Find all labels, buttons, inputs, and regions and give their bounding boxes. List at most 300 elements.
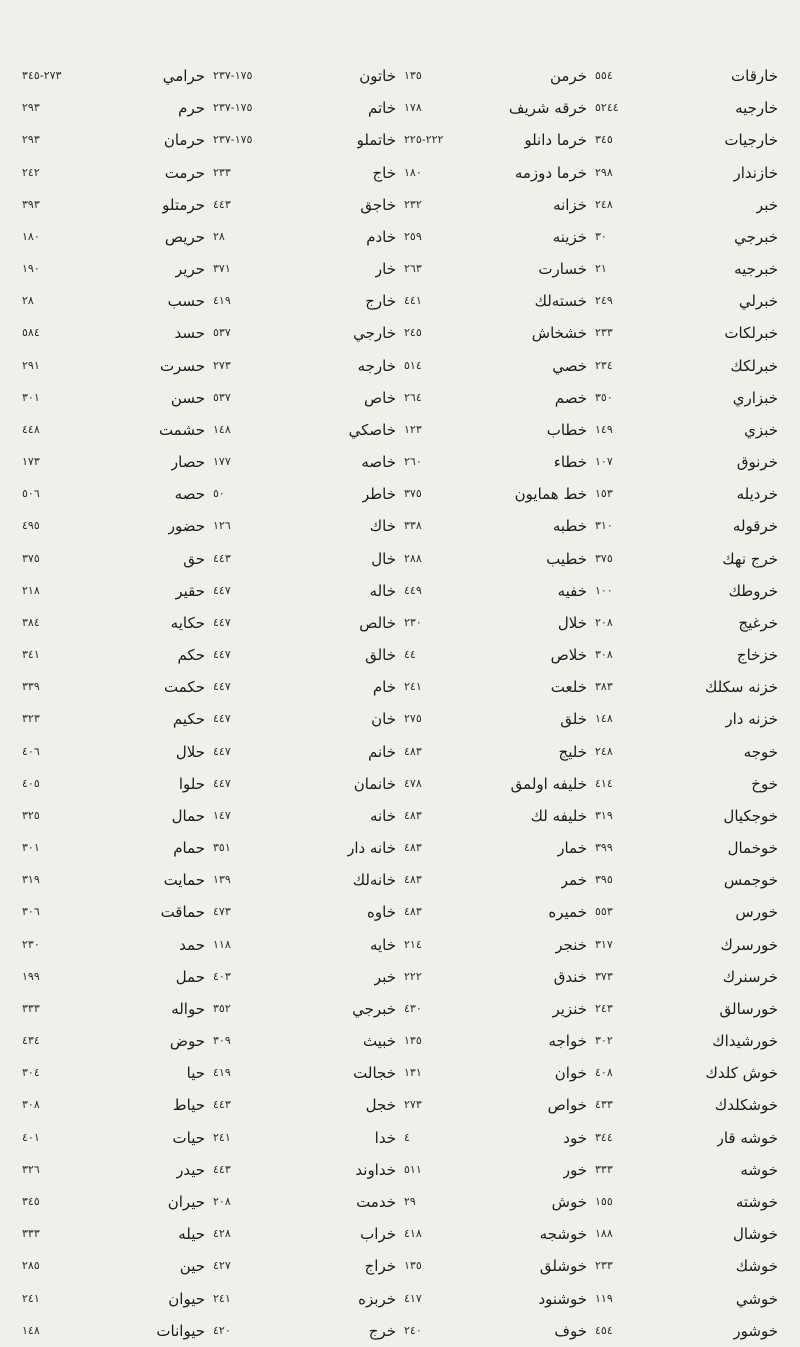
entry-page-number: ٤٧٣ <box>213 905 231 919</box>
index-entry <box>213 1283 396 1315</box>
index-entry <box>22 800 205 832</box>
index-entry <box>595 221 778 253</box>
entry-word: حمام <box>173 839 205 858</box>
index-entry <box>404 1250 587 1282</box>
index-entry <box>404 768 587 800</box>
entry-word: خسارت <box>538 260 587 279</box>
entry-word: خمر <box>560 871 587 890</box>
entry-page-number: ١١٩ <box>595 1291 613 1305</box>
entry-page-number: ٢٦٤ <box>404 390 422 404</box>
entry-page-number: ٤٠٦ <box>22 744 40 758</box>
index-entry <box>595 768 778 800</box>
index-entry <box>22 253 205 285</box>
entry-word: حكيم <box>172 710 205 729</box>
index-entry <box>595 60 778 92</box>
entry-word: حرمت <box>164 163 205 182</box>
index-column-1 <box>595 60 778 1347</box>
entry-page-number: ٢٩٣ <box>22 101 40 115</box>
entry-page-number: ٣٣٣ <box>22 1001 40 1015</box>
entry-word: حريص <box>164 227 205 246</box>
index-entry <box>595 189 778 221</box>
entry-page-number: ٢٢٢ <box>404 969 422 983</box>
index-entry <box>404 1218 587 1250</box>
entry-word: خورسالق <box>719 999 778 1018</box>
entry-page-number: ٢٨ <box>22 294 34 308</box>
index-entry <box>213 414 396 446</box>
index-entry <box>404 961 587 993</box>
entry-page-number: ٤٠٥ <box>22 776 40 790</box>
entry-word: خشخاش <box>531 324 587 343</box>
entry-word: خليفه لك <box>530 806 587 825</box>
index-entry <box>404 478 587 510</box>
entry-word: خبر <box>755 195 778 214</box>
entry-word: خانه‌لك <box>352 871 396 890</box>
entry-page-number: ١٧٥-٢٣٧ <box>213 101 253 115</box>
index-entry <box>213 1154 396 1186</box>
entry-page-number: ٣٢٣ <box>22 712 40 726</box>
entry-page-number: ٤٤٣ <box>213 1162 231 1176</box>
entry-word: حصه <box>174 485 205 504</box>
entry-page-number: ٤٤٣ <box>213 197 231 211</box>
index-entry <box>213 124 396 156</box>
entry-word: حرمان <box>163 131 205 150</box>
entry-word: حوض <box>169 1032 205 1051</box>
entry-page-number: ٣٠٨ <box>595 648 613 662</box>
entry-page-number: ١٨٠ <box>404 165 422 179</box>
entry-page-number: ١٤٨ <box>22 1323 40 1337</box>
index-entry <box>595 382 778 414</box>
entry-word: خارجه <box>357 356 396 375</box>
index-entry <box>213 736 396 768</box>
entry-page-number: ١٧٧ <box>213 455 231 469</box>
entry-page-number: ٣٠٤ <box>22 1066 40 1080</box>
entry-word: خارجيات <box>724 131 778 150</box>
entry-page-number: ٣٠٢ <box>595 1034 613 1048</box>
entry-word: خرسنرك <box>722 967 778 986</box>
index-entry <box>213 864 396 896</box>
entry-page-number: ٣٩٣ <box>22 197 40 211</box>
entry-page-number: ٤٠٣ <box>213 969 231 983</box>
entry-word: خدا <box>374 1128 396 1147</box>
index-entry <box>22 157 205 189</box>
entry-page-number: ٣١٩ <box>595 808 613 822</box>
entry-page-number: ٣٧٣ <box>595 969 613 983</box>
entry-word: خبرجيه <box>734 260 778 279</box>
entry-page-number: ١٣١ <box>404 1066 422 1080</box>
entry-word: خاصه <box>361 453 396 472</box>
entry-page-number: ٢٣٤ <box>595 358 613 372</box>
entry-word: حيدر <box>176 1160 205 1179</box>
index-entry <box>213 1025 396 1057</box>
index-entry <box>213 993 396 1025</box>
entry-page-number: ٣٥١ <box>213 841 231 855</box>
index-entry <box>22 124 205 156</box>
entry-word: حيله <box>178 1225 205 1244</box>
index-entry <box>595 253 778 285</box>
entry-word: خرمن <box>549 66 587 85</box>
entry-word: خطاب <box>546 420 587 439</box>
entry-word: خدمت <box>356 1193 396 1211</box>
index-entry <box>22 961 205 993</box>
entry-page-number: ٤٤٧ <box>213 648 231 662</box>
entry-word: خبزي <box>744 420 778 439</box>
index-entry <box>22 607 205 639</box>
entry-word: خار <box>374 260 396 279</box>
entry-word: خبرلي <box>738 292 778 311</box>
index-entry <box>22 1218 205 1250</box>
index-entry <box>404 832 587 864</box>
entry-word: خوشك <box>735 1257 778 1276</box>
index-entry <box>595 929 778 961</box>
entry-page-number: ٢٠٨ <box>595 615 613 629</box>
entry-page-number: ٢٩ <box>404 1195 416 1208</box>
entry-word: خارجيه <box>735 99 778 118</box>
entry-word: خود <box>563 1128 587 1147</box>
entry-word: خصي <box>552 356 587 375</box>
index-entry <box>595 896 778 928</box>
entry-page-number: ١٧٥-٢٣٧ <box>213 68 253 82</box>
entry-word: خرقه شريف <box>508 99 587 118</box>
entry-word: خاصكي <box>348 420 396 439</box>
index-entry <box>404 446 587 478</box>
entry-page-number: ٣٧٥ <box>404 487 422 501</box>
entry-page-number: ٤٥٤ <box>595 1323 613 1337</box>
index-entry <box>213 1186 396 1218</box>
index-entry <box>213 350 396 382</box>
entry-word: حمد <box>179 935 205 954</box>
entry-page-number: ٤٩٥ <box>22 519 40 533</box>
entry-word: خصم <box>554 388 587 407</box>
entry-word: خجل <box>365 1096 396 1115</box>
entry-page-number: ٤٣٣ <box>595 1098 613 1112</box>
entry-page-number: ٣٢٥ <box>22 808 40 822</box>
entry-page-number: ٤٢٨ <box>213 1227 231 1241</box>
index-entry <box>213 382 396 414</box>
entry-page-number: ٣٠٦ <box>22 905 40 919</box>
entry-word: خام <box>372 678 396 697</box>
entry-page-number: ٣١٩ <box>22 873 40 887</box>
entry-page-number: ١٩٠ <box>22 262 40 276</box>
index-entry <box>595 543 778 575</box>
entry-page-number: ٤١٨ <box>404 1227 422 1241</box>
index-entry <box>595 607 778 639</box>
entry-word: حضور <box>167 517 205 536</box>
entry-word: حسد <box>174 324 205 343</box>
entry-page-number: ٥١١ <box>404 1162 422 1176</box>
entry-page-number: ٢٠٨ <box>213 1195 231 1208</box>
entry-word: حرير <box>175 260 205 279</box>
entry-page-number: ٤٤٧ <box>213 712 231 726</box>
entry-word: خليج <box>558 742 587 761</box>
entry-page-number: ٤٨٣ <box>404 873 422 887</box>
entry-word: حكم <box>177 646 205 665</box>
index-entry <box>22 671 205 703</box>
entry-word: خاك <box>369 517 396 536</box>
index-entry <box>595 864 778 896</box>
entry-page-number: ٤٨٣ <box>404 905 422 919</box>
entry-word: خزخاج <box>736 646 778 665</box>
entry-page-number: ٣٠ <box>595 229 607 243</box>
index-entry <box>404 1090 587 1122</box>
entry-page-number: ٥٢٤٤ <box>595 101 619 115</box>
index-entry <box>213 1090 396 1122</box>
index-entry <box>404 800 587 832</box>
index-entry <box>22 575 205 607</box>
entry-page-number: ٤ <box>404 1130 410 1144</box>
index-entry <box>213 896 396 928</box>
entry-word: خوشته <box>735 1193 778 1211</box>
entry-page-number: ٤١٧ <box>404 1291 422 1305</box>
entry-page-number: ٢٣٣ <box>595 1259 613 1273</box>
entry-page-number: ٣٠١ <box>22 841 40 855</box>
entry-page-number: ٣٧٥ <box>595 551 613 565</box>
entry-page-number: ٤٤٧ <box>213 615 231 629</box>
entry-word: خنزير <box>552 999 587 1018</box>
entry-page-number: ٢٢٢-٢٢٥ <box>404 133 444 147</box>
entry-page-number: ١٠٠ <box>595 583 613 597</box>
entry-page-number: ١٤٨ <box>213 422 231 436</box>
index-entry <box>404 993 587 1025</box>
entry-word: حواله <box>171 999 205 1018</box>
entry-word: خسته‌لك <box>534 292 587 311</box>
entry-word: خارج <box>365 292 396 311</box>
entry-page-number: ٢٨٨ <box>404 551 422 565</box>
entry-page-number: ١٤٧ <box>213 808 231 822</box>
index-entry <box>22 832 205 864</box>
entry-word: خربزه <box>358 1289 396 1308</box>
index-entry <box>22 221 205 253</box>
index-entry <box>22 993 205 1025</box>
index-entry <box>404 543 587 575</box>
entry-word: خانه <box>369 806 396 825</box>
entry-page-number: ٤٣٤ <box>22 1034 40 1048</box>
entry-word: حقير <box>175 581 205 600</box>
entry-word: خبرلكات <box>724 324 778 343</box>
entry-page-number: ٢٩٨ <box>595 165 613 179</box>
entry-page-number: ٢٤٨ <box>595 197 613 211</box>
entry-page-number: ٤٧٨ <box>404 776 422 790</box>
entry-word: خبرلكك <box>730 356 778 375</box>
entry-word: خانه دار <box>347 839 396 858</box>
entry-page-number: ٣٤٥ <box>595 133 613 147</box>
entry-page-number: ٢٤٥ <box>404 326 422 340</box>
index-entry <box>404 1122 587 1154</box>
entry-page-number: ٤٤١ <box>404 294 422 308</box>
entry-word: خرج <box>368 1321 396 1340</box>
entry-word: خبرجي <box>734 227 778 246</box>
entry-word: حمايت <box>163 871 205 890</box>
index-entry <box>595 446 778 478</box>
index-entry <box>22 1250 205 1282</box>
index-entry <box>213 189 396 221</box>
entry-page-number: ٢٣٣ <box>595 326 613 340</box>
index-entry <box>595 736 778 768</box>
index-entry <box>22 350 205 382</box>
entry-page-number: ٥٨٤ <box>22 326 40 340</box>
entry-word: خرديله <box>736 485 778 504</box>
entry-word: خلاص <box>550 646 587 665</box>
entry-word: حمال <box>171 806 205 825</box>
entry-page-number: ٢٤٣ <box>595 1001 613 1015</box>
entry-page-number: ٣٠٩ <box>213 1034 231 1048</box>
entry-word: خوشور <box>733 1321 778 1340</box>
entry-word: خوشي <box>735 1289 778 1308</box>
index-entry <box>404 1283 587 1315</box>
index-entry <box>213 961 396 993</box>
entry-page-number: ١٠٧ <box>595 455 613 469</box>
index-entry <box>404 350 587 382</box>
entry-page-number: ١٣٥ <box>404 1259 422 1273</box>
entry-page-number: ٢٤١ <box>213 1130 231 1144</box>
entry-word: خرغيج <box>738 613 778 632</box>
index-entry <box>22 414 205 446</box>
entry-word: حماقت <box>160 903 205 922</box>
entry-word: حيوانات <box>156 1321 205 1340</box>
entry-page-number: ٣٣٣ <box>22 1227 40 1241</box>
entry-page-number: ٥٠ <box>213 487 225 501</box>
entry-page-number: ٢٧٣-٣٤٥ <box>22 68 62 82</box>
index-entry <box>595 800 778 832</box>
index-entry <box>404 157 587 189</box>
entry-word: حرم <box>178 99 205 118</box>
entry-word: خاوه <box>367 903 396 922</box>
index-entry <box>404 1186 587 1218</box>
entry-page-number: ٤٨٣ <box>404 744 422 758</box>
index-entry <box>22 896 205 928</box>
index-entry <box>404 382 587 414</box>
entry-page-number: ٥٥٣ <box>595 905 613 919</box>
entry-word: خانم <box>367 742 396 761</box>
index-entry <box>22 317 205 349</box>
entry-word: خاج <box>372 163 396 182</box>
entry-word: حسرت <box>159 356 205 375</box>
index-entry <box>595 1250 778 1282</box>
entry-word: خوجه <box>743 742 778 761</box>
entry-word: خاله <box>369 581 396 600</box>
entry-word: خاطر <box>361 485 396 504</box>
entry-word: خزنه دار <box>725 710 778 729</box>
entry-page-number: ١٨٠ <box>22 229 40 243</box>
index-entry <box>595 157 778 189</box>
entry-page-number: ٣٨٣ <box>595 680 613 694</box>
entry-word: خوجمس <box>723 871 778 890</box>
entry-page-number: ١٥٥ <box>595 1195 613 1208</box>
entry-word: حكمت <box>164 678 205 697</box>
index-entry <box>213 703 396 735</box>
entry-word: خاتون <box>359 66 396 85</box>
index-entry <box>404 575 587 607</box>
entry-word: حسن <box>170 388 205 407</box>
index-column-3 <box>213 60 396 1347</box>
index-entry <box>22 478 205 510</box>
entry-page-number: ٢٤١ <box>213 1291 231 1305</box>
entry-page-number: ٤٤٧ <box>213 680 231 694</box>
index-entry <box>22 446 205 478</box>
index-entry <box>213 607 396 639</box>
index-entry <box>404 736 587 768</box>
index-entry <box>22 382 205 414</box>
entry-page-number: ٢٩٣ <box>22 133 40 147</box>
index-entry <box>404 510 587 542</box>
entry-page-number: ٣٢٦ <box>22 1162 40 1176</box>
entry-page-number: ١٤٨ <box>595 712 613 726</box>
entry-word: خزانه <box>553 195 587 214</box>
entry-word: خورشيداك <box>712 1032 778 1051</box>
entry-word: خال <box>371 549 396 568</box>
entry-page-number: ٣١٠ <box>595 519 613 533</box>
entry-page-number: ٢٤٠ <box>404 1323 422 1337</box>
index-entry <box>213 60 396 92</box>
entry-word: خوشلق <box>539 1257 587 1276</box>
entry-word: خداوند <box>355 1160 396 1179</box>
entry-word: خوشه قار <box>716 1128 778 1147</box>
entry-word: خارجي <box>353 324 396 343</box>
entry-page-number: ٤٤٨ <box>22 422 40 436</box>
index-entry <box>404 1057 587 1089</box>
index-entry <box>22 1122 205 1154</box>
entry-word: خزنه سكلك <box>705 678 778 697</box>
entry-page-number: ٤٤٧ <box>213 776 231 790</box>
index-entry <box>22 736 205 768</box>
index-entry <box>213 253 396 285</box>
entry-page-number: ٢٤٨ <box>595 744 613 758</box>
entry-page-number: ٢٣٠ <box>404 615 422 629</box>
index-entry <box>22 1283 205 1315</box>
index-entry <box>213 446 396 478</box>
entry-page-number: ١٢٦ <box>213 519 231 533</box>
entry-word: حيا <box>186 1064 205 1083</box>
entry-page-number: ٣٩٥ <box>595 873 613 887</box>
index-entry <box>22 510 205 542</box>
entry-word: خرقوله <box>732 517 778 536</box>
entry-word: خوشه <box>740 1160 778 1179</box>
entry-word: خلق <box>560 710 587 729</box>
entry-word: خواجه <box>548 1032 587 1051</box>
index-entry <box>595 414 778 446</box>
index-entry <box>22 1186 205 1218</box>
index-entry <box>595 1315 778 1347</box>
entry-page-number: ٤٤٧ <box>213 744 231 758</box>
index-entry <box>22 1154 205 1186</box>
entry-page-number: ٣٨٤ <box>22 615 40 629</box>
index-entry <box>213 639 396 671</box>
entry-word: خندق <box>553 967 587 986</box>
index-entry <box>595 1218 778 1250</box>
entry-page-number: ٣٠٨ <box>22 1098 40 1112</box>
entry-page-number: ٣٣٣ <box>595 1162 613 1176</box>
index-column-2 <box>404 60 587 1347</box>
entry-word: خورس <box>735 903 778 922</box>
entry-page-number: ٣١٧ <box>595 937 613 951</box>
entry-page-number: ٢٣٢ <box>404 197 422 211</box>
index-entry <box>22 543 205 575</box>
entry-word: حق <box>183 549 205 568</box>
entry-word: خبر <box>373 967 396 986</box>
entry-word: خفيه <box>557 581 587 600</box>
index-entry <box>213 157 396 189</box>
entry-page-number: ٣٣٨ <box>404 519 422 533</box>
entry-page-number: ٢٦٠ <box>404 455 422 469</box>
entry-page-number: ١٧٣ <box>22 455 40 469</box>
index-entry <box>404 671 587 703</box>
index-entry <box>22 189 205 221</box>
index-entry <box>404 189 587 221</box>
entry-page-number: ٤٢٠ <box>213 1323 231 1337</box>
entry-page-number: ٣٤٥ <box>22 1195 40 1208</box>
entry-word: خاتملو <box>356 131 396 150</box>
entry-word: خطبه <box>552 517 587 536</box>
index-entry <box>595 317 778 349</box>
